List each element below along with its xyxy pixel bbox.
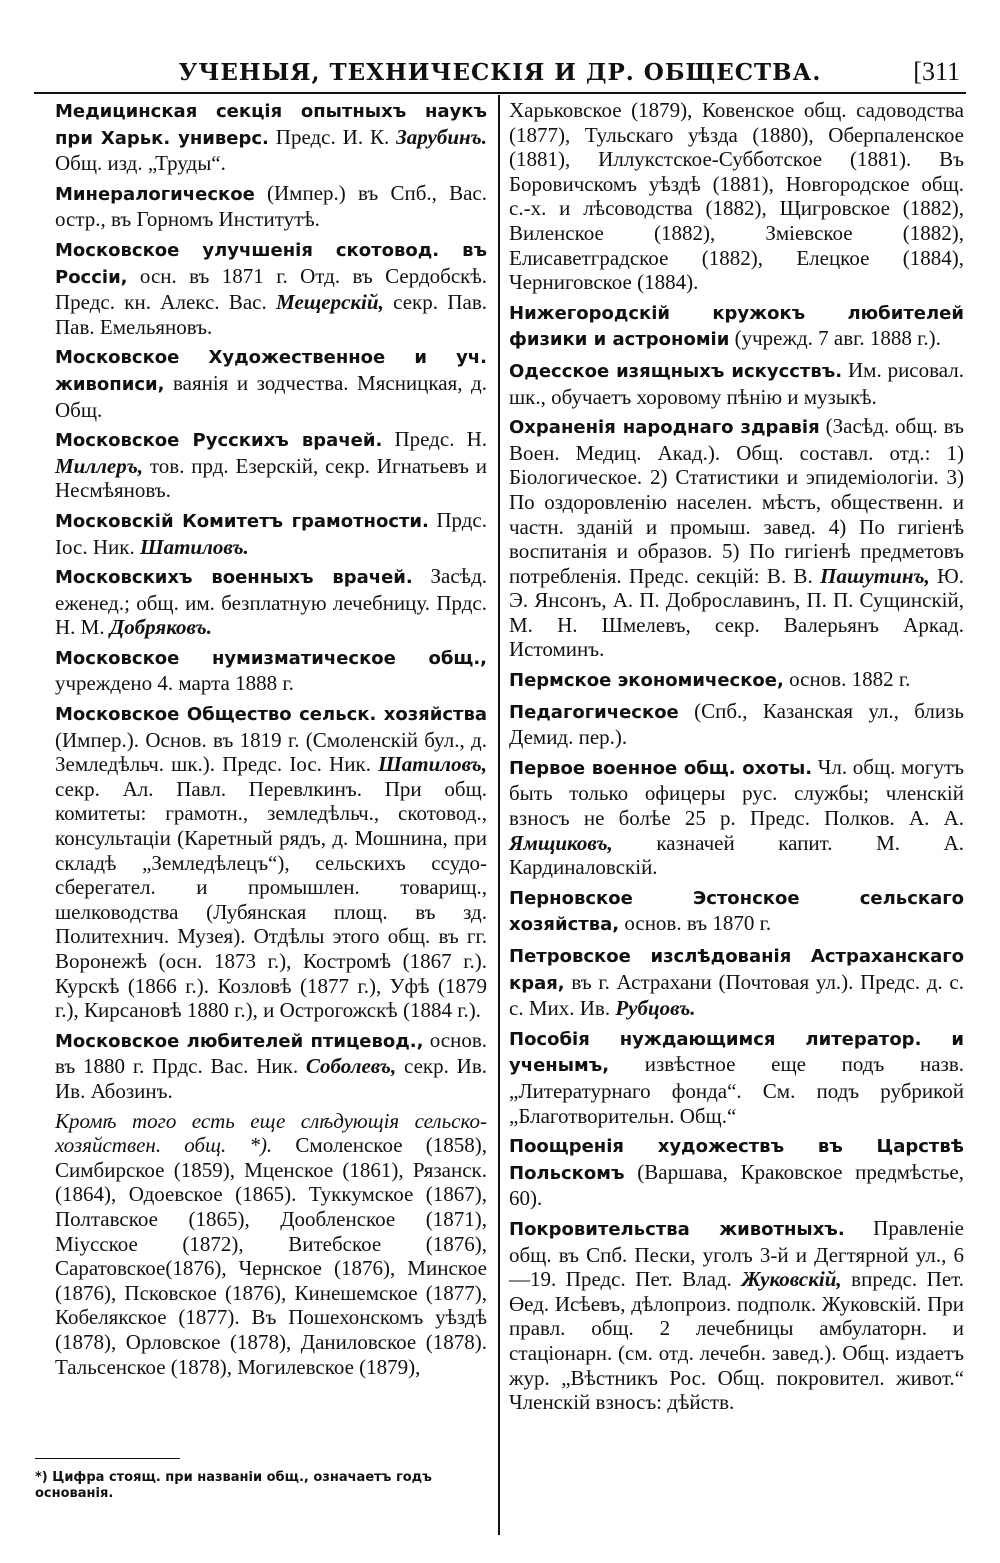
entry-text: Прдс. Іос. Ник. bbox=[55, 507, 487, 559]
society-entry bbox=[509, 300, 964, 353]
entry-text: осн. въ 1871 г. Отд. въ Сердобскѣ. Предс. кн. Алекс. Вас. bbox=[55, 263, 487, 315]
entry-heading: Московское нумизматическое общ., bbox=[55, 647, 487, 669]
entry-text: (Импер.). Основ. въ 1819 г. (Смоленскій бул., д. Земледѣльч. шк.). Предс. Іос. Ник. bbox=[55, 727, 487, 777]
entry-heading: Петровское изслѣдованія Астраханскаго края, bbox=[509, 946, 964, 994]
entry-name: Ямщиковъ, bbox=[509, 830, 613, 855]
entry-text: Предс. И. К. bbox=[268, 124, 397, 149]
entry-text: Харьковское (1879), Ковенское общ. садоводства (1877), Тульскаго уѣзда (1880), Оберпаленское (1881), Иллукстское-Субботское (1881). Въ Боровичскомъ уѣздѣ (1881), Новгородское общ. с.-х. и лѣсоводства (1882), Щигровское (1882), Виленское (1882), Зміевское (1882), Елисаветградское (1882), Елецкое (1884), Черниговское (1884). bbox=[509, 98, 964, 295]
society-entry bbox=[55, 701, 487, 1023]
entry-text: Общ. изд. „Труды“. bbox=[55, 151, 226, 176]
column-divider bbox=[498, 95, 500, 1535]
society-entry bbox=[55, 344, 487, 422]
entry-text: основ. 1882 г. bbox=[783, 667, 911, 692]
left-column bbox=[55, 98, 487, 1384]
page-number: [311 bbox=[913, 57, 960, 86]
society-entry bbox=[509, 699, 964, 750]
entry-text: (учрежд. 7 авг. 1888 г.). bbox=[729, 326, 941, 351]
entry-text: Ю. Э. Янсонъ, А. П. Доброславинъ, П. П. Сущинскій, М. Н. Шмелевъ, секр. Валерьянъ Аркад. Истоминъ. bbox=[509, 563, 964, 662]
entry-text: Засѣд. еженед.; общ. им. безплатную лечебницу. Прдс. Н. М. bbox=[55, 564, 488, 640]
society-entry bbox=[509, 885, 964, 938]
entry-heading: Пермское экономическое, bbox=[509, 670, 784, 692]
entry-text: впредс. Пет. Өед. Исѣевъ, дѣлопроиз. подполк. Жуковскій. При правл. общ. 2 лечебницы амбулаторн. и стаціонарн. (см. отд. лечебн. завед.). Общ. издаетъ жур. „Вѣстникъ Рос. Общ. покровител. живот.“ Членскій взносъ: дѣйств. bbox=[509, 1267, 964, 1415]
entry-name: Жуковскій, bbox=[741, 1267, 842, 1292]
society-entry bbox=[55, 237, 487, 339]
entry-heading: Поощренія художествъ въ Царствѣ Польскомъ bbox=[509, 1136, 964, 1184]
entry-heading: Одесское изящныхъ искусствъ. bbox=[509, 360, 843, 382]
entry-heading: Московское любителей птицевод., bbox=[55, 1030, 424, 1052]
entry-text: секр. Пав. Пав. Емельяновъ. bbox=[55, 290, 487, 339]
entry-name: Мещерскій, bbox=[276, 290, 384, 315]
entry-heading: Перновское Эстонское сельскаго хозяйства, bbox=[509, 887, 964, 936]
entry-text: основ. въ 1880 г. Прдс. Вас. Ник. bbox=[55, 1027, 487, 1079]
entry-text: Предс. Н. bbox=[382, 427, 487, 452]
entry-heading: Медицинская секція опытныхъ наукъ при Харьк. универс. bbox=[55, 101, 487, 149]
entry-text: тов. прд. Езерскій, секр. Игнатьевъ и Несмѣяновъ. bbox=[55, 453, 487, 503]
entry-heading: Московское Общество сельск. хозяйства bbox=[55, 704, 487, 726]
entry-name: Рубцовъ. bbox=[615, 996, 696, 1021]
entry-text: учреждено 4. марта 1888 г. bbox=[55, 671, 294, 696]
society-entry bbox=[509, 414, 964, 662]
entry-name: Шатиловъ. bbox=[139, 534, 249, 559]
entry-heading: Покровительства животныхъ. bbox=[509, 1218, 845, 1240]
entry-heading: Московское улучшенія скотовод. въ Россіи, bbox=[55, 239, 487, 288]
entry-heading: Нижегородскій кружокъ любителей физики и астрономіи bbox=[509, 302, 964, 351]
society-entry bbox=[509, 755, 964, 880]
entry-text: секр. Ал. Павл. Перевлкинъ. При общ. комитеты: грамотн., земледѣльч., скотовод., консультаціи (Каретный рядъ, д. Мошнина, при складѣ „Земледѣлецъ“), сельскихъ ссудо-сберегател. и промышлен. товарищ., шелководства (Лубянская площ. въ зд. Политехнич. Музея). Отдѣлы этого общ. въ гг. Воронежѣ (осн. 1873 г.), Костромѣ (1867 г.). Курскѣ (1866 г.). Козловѣ (1877 г.), Уфѣ (1879 г.), Кирсановѣ 1880 г.), и Острогожскѣ (1884 г.). bbox=[55, 776, 487, 1023]
entry-name: Миллеръ, bbox=[55, 453, 144, 478]
society-entry bbox=[509, 1133, 964, 1211]
entry-name: Пашутинъ, bbox=[820, 563, 930, 588]
entry-heading: Московское Русскихъ врачей. bbox=[55, 430, 383, 452]
entry-text: основ. въ 1870 г. bbox=[619, 911, 772, 936]
entry-heading: Первое военное общ. охоты. bbox=[509, 757, 813, 779]
society-entry bbox=[509, 1216, 964, 1415]
footnote: *) Цифра стоящ. при названіи общ., означаетъ годъ основанія. bbox=[35, 1470, 432, 1501]
society-entry bbox=[55, 564, 487, 640]
header-rule bbox=[34, 92, 966, 94]
society-entry bbox=[55, 427, 487, 503]
entry-heading: Пособія нуждающимся литератор. и ученымъ, bbox=[509, 1028, 964, 1077]
society-entry bbox=[55, 508, 487, 559]
entry-text: Им. рисовал. шк., обучаетъ хоровому пѣнію и музыкѣ. bbox=[509, 357, 964, 409]
society-entry bbox=[55, 1109, 487, 1380]
society-entry bbox=[509, 1026, 964, 1128]
entry-text: (Спб., Казанская ул., близь Демид. пер.). bbox=[509, 698, 964, 750]
entry-text: Смоленское (1858), Симбирское (1859), Мценское (1861), Рязанск. (1864), Одоевское (1865). Туккумское (1867), Полтавское (1865), Дообленское (1871), Міусское (1872), Витебское (1876), Саратовское(1876), Чернское (1876), Минское (1876), Псковское (1876), Кинешемское (1877), Кобелякское (1877). Въ Пошехонскомъ уѣздѣ (1878), Орловское (1878), Даниловское (1878). Тальсенское (1878), Могилевское (1879), bbox=[55, 1133, 487, 1379]
entry-heading: Педагогическое bbox=[509, 701, 679, 723]
entry-name: Зарубинъ. bbox=[396, 124, 487, 149]
running-header bbox=[30, 55, 970, 95]
entry-text: казначей капит. М. А. Кардиналовскій. bbox=[509, 830, 964, 880]
entry-text: ваянія и зодчества. Мясницкая, д. Общ. bbox=[55, 370, 487, 422]
society-entry bbox=[509, 98, 964, 295]
page-title: УЧЕНЫЯ, ТЕХНИЧЕСКІЯ И ДР. ОБЩЕСТВА. bbox=[178, 59, 822, 86]
society-entry bbox=[55, 1028, 487, 1104]
entry-text: извѣстное еще подъ назв. „Литературнаго фонда“. См. подъ рубрикой „Благотворительн. Общ.“ bbox=[509, 1052, 964, 1128]
society-entry bbox=[55, 645, 487, 696]
entry-heading: Московскій Комитетъ грамотности. bbox=[55, 510, 429, 532]
entry-text: (Варшава, Краковское предмѣстье, 60). bbox=[509, 1159, 964, 1211]
entry-text: (Импер.) въ Спб., Вас. остр., въ Горномъ Институтѣ. bbox=[55, 180, 487, 232]
entry-italic-lead: Кромѣ того есть еще слѣдующія сельско-хозяйствен. общ. *). bbox=[55, 1108, 487, 1158]
entry-heading: Охраненія народнаго здравія bbox=[509, 417, 820, 439]
entry-heading: Московское Художественное и уч. живописи, bbox=[55, 347, 487, 395]
entry-text: (Засѣд. общ. въ Воен. Медиц. Акад.). Общ. составл. отд.: 1) Біологическое. 2) Статистики и эпидеміологіи. 3) По оздоровленію населен. мѣстъ, общественн. и частн. зданій и промыш. завед. 4) По гигіенѣ воспитанія и образов. 5) По гигіенѣ предметовъ потребленія. Предс. секцій: В. В. bbox=[509, 414, 964, 588]
society-entry bbox=[55, 181, 487, 232]
society-entry bbox=[509, 358, 964, 409]
footnote-rule bbox=[35, 1458, 180, 1459]
society-entry bbox=[509, 667, 964, 694]
entry-name: Соболевъ, bbox=[305, 1054, 397, 1079]
entry-heading: Минералогическое bbox=[55, 183, 255, 205]
entry-name: Добряковъ. bbox=[109, 615, 212, 640]
society-entry bbox=[509, 943, 964, 1021]
entry-text: Чл. общ. могутъ быть только офицеры рус. службы; членскій взносъ не болѣе 25 р. Предс. Полков. А. А. bbox=[509, 754, 964, 831]
entry-text: въ г. Астрахани (Почтовая ул.). Предс. д. с. с. Мих. Ив. bbox=[509, 969, 964, 1021]
entry-name: Шатиловъ, bbox=[378, 752, 487, 777]
entry-heading: Московскихъ военныхъ врачей. bbox=[55, 567, 413, 589]
society-entry bbox=[55, 98, 487, 176]
entry-text: секр. Ив. Ив. Абозинъ. bbox=[55, 1054, 487, 1103]
right-column bbox=[509, 98, 964, 1420]
entry-text: Правленіе общ. въ Спб. Пески, уголъ 3-й и Дегтярной ул., 6—19. Предс. Пет. Влад. bbox=[509, 1215, 964, 1292]
